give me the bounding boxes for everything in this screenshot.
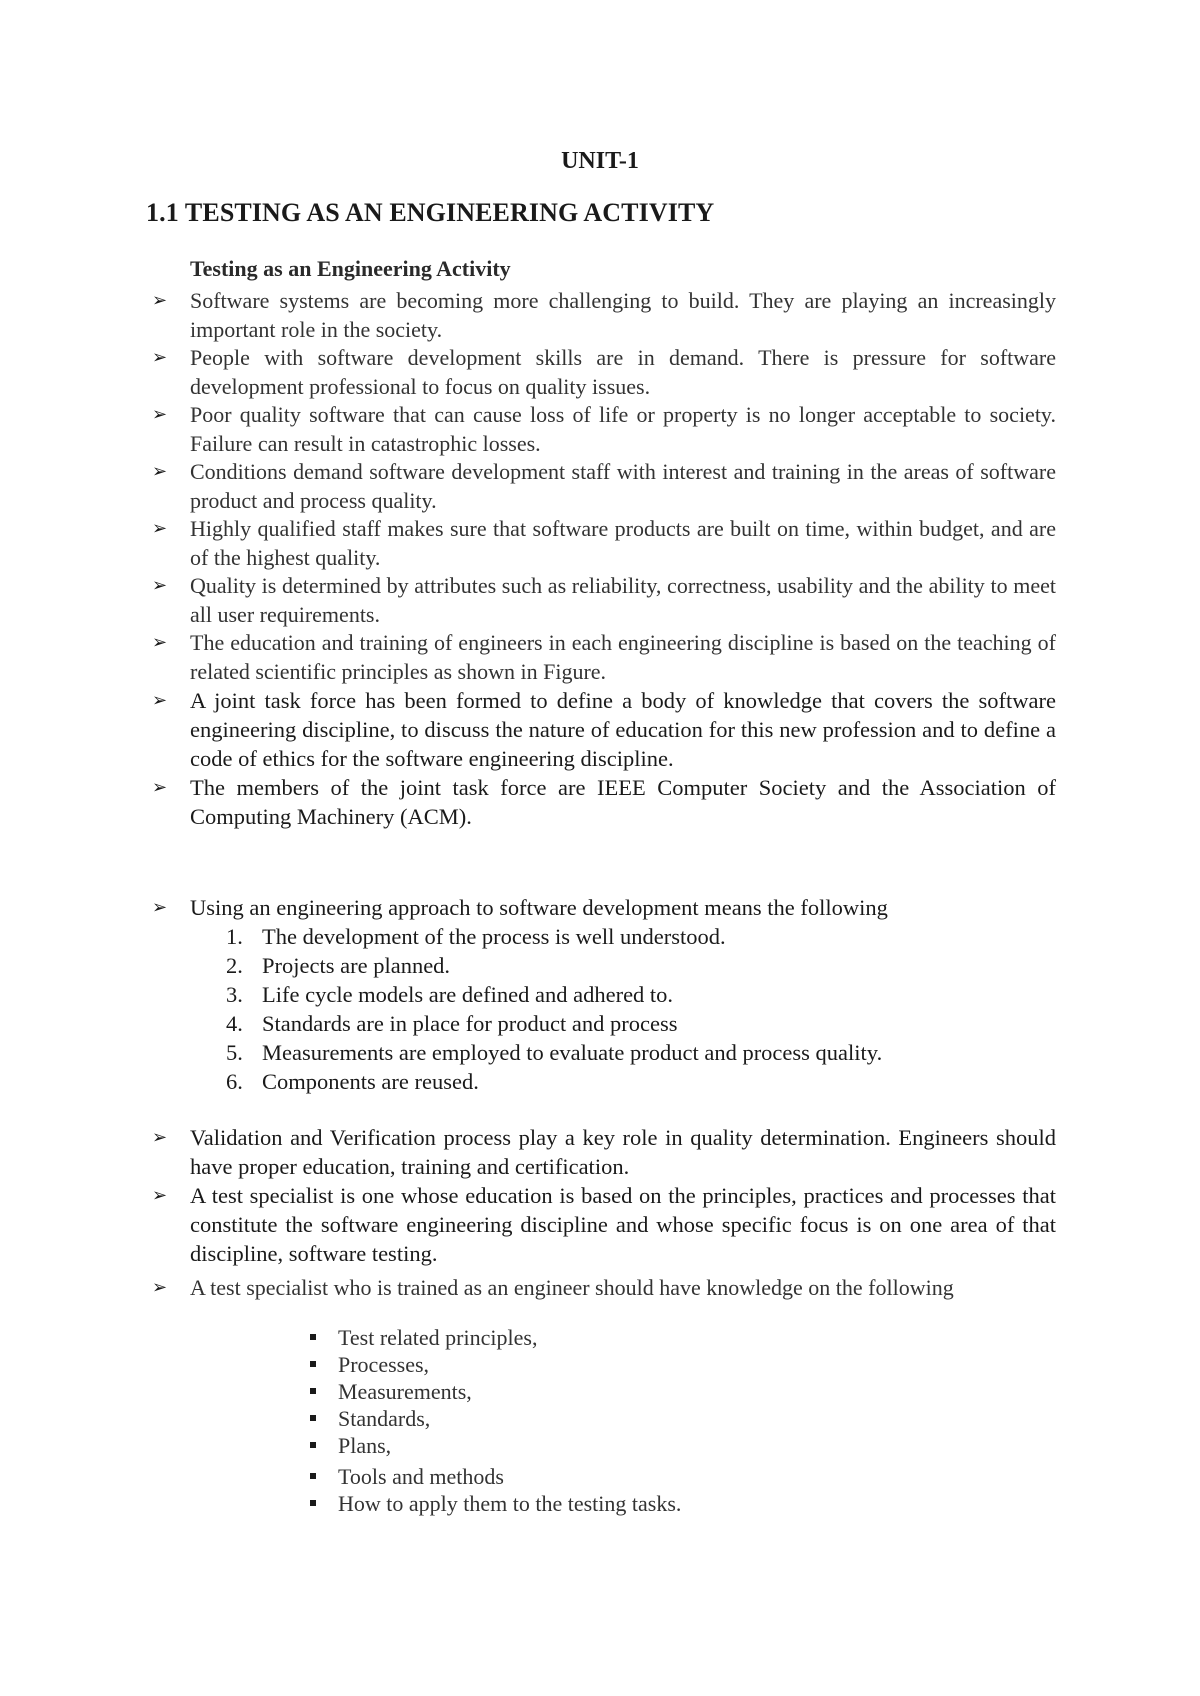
item-text: Measurements are employed to evaluate product and process quality.	[262, 1040, 883, 1065]
numbered-item	[226, 1067, 882, 1096]
list-item	[146, 515, 1056, 572]
knowledge-item-text: Standards,	[338, 1406, 431, 1431]
knowledge-item	[310, 1351, 681, 1378]
sub-heading: Testing as an Engineering Activity	[190, 256, 511, 281]
bullet-list-approach	[146, 893, 1056, 922]
list-item	[146, 893, 1056, 922]
list-item-text: Conditions demand software development staff with interest and training in the areas of software product and process quality.	[190, 459, 1056, 513]
knowledge-list	[310, 1324, 681, 1517]
arrowhead-bullet-icon: ➢	[152, 461, 168, 482]
numbered-list	[226, 922, 882, 1096]
list-item-text: Software systems are becoming more challenging to build. They are playing an increasingly important role in the society.	[190, 288, 1056, 342]
knowledge-item-text: Plans,	[338, 1433, 392, 1458]
item-number: 2.	[226, 953, 243, 978]
arrowhead-bullet-icon: ➢	[152, 575, 168, 596]
knowledge-item-text: Test related principles,	[338, 1325, 538, 1350]
arrowhead-bullet-icon: ➢	[152, 1127, 168, 1148]
list-item-text: Validation and Verification process play a key role in quality determination. Engineers should have proper education, training and certification.	[190, 1125, 1056, 1179]
square-bullet-icon	[310, 1442, 316, 1448]
knowledge-item	[310, 1378, 681, 1405]
list-item-text: Using an engineering approach to software development means the following	[190, 895, 888, 920]
arrowhead-bullet-icon: ➢	[152, 1185, 168, 1206]
knowledge-item-text: Tools and methods	[338, 1464, 504, 1489]
arrowhead-bullet-icon: ➢	[152, 777, 168, 798]
square-bullet-icon	[310, 1415, 316, 1421]
knowledge-item-text: Measurements,	[338, 1379, 472, 1404]
square-bullet-icon	[310, 1388, 316, 1394]
list-item	[146, 287, 1056, 344]
list-item	[146, 1181, 1056, 1268]
list-item-text: A joint task force has been formed to define a body of knowledge that covers the software engineering discipline, to discuss the nature of education for this new profession and to define a code of ethics for the software engineering discipline.	[190, 688, 1056, 771]
list-item	[146, 1123, 1056, 1181]
item-number: 1.	[226, 924, 243, 949]
list-item	[146, 1274, 1056, 1303]
arrowhead-bullet-icon: ➢	[152, 1277, 168, 1298]
section-title: 1.1 TESTING AS AN ENGINEERING ACTIVITY	[146, 198, 715, 227]
item-number: 3.	[226, 982, 243, 1007]
knowledge-item-text: Processes,	[338, 1352, 430, 1377]
item-text: Standards are in place for product and process	[262, 1011, 678, 1036]
list-item	[146, 458, 1056, 515]
list-item	[146, 572, 1056, 629]
numbered-item	[226, 951, 882, 980]
unit-title: UNIT-1	[561, 148, 639, 174]
list-item-text: Highly qualified staff makes sure that software products are built on time, within budget, and are of the highest quality.	[190, 516, 1056, 570]
item-text: Projects are planned.	[262, 953, 451, 978]
numbered-item	[226, 980, 882, 1009]
square-bullet-icon	[310, 1334, 316, 1340]
list-item-text: People with software development skills are in demand. There is pressure for software development professional to focus on quality issues.	[190, 345, 1056, 399]
list-item-text: Quality is determined by attributes such as reliability, correctness, usability and the ability to meet all user requirements.	[190, 573, 1056, 627]
list-item	[146, 773, 1056, 831]
arrowhead-bullet-icon: ➢	[152, 404, 168, 425]
arrowhead-bullet-icon: ➢	[152, 897, 168, 918]
arrowhead-bullet-icon: ➢	[152, 690, 168, 711]
numbered-item	[226, 922, 882, 951]
list-item	[146, 344, 1056, 401]
square-bullet-icon	[310, 1361, 316, 1367]
list-item-text: The members of the joint task force are IEEE Computer Society and the Association of Computing Machinery (ACM).	[190, 775, 1056, 829]
numbered-item	[226, 1038, 882, 1067]
arrowhead-bullet-icon: ➢	[152, 518, 168, 539]
knowledge-item-text: How to apply them to the testing tasks.	[338, 1491, 682, 1516]
square-bullet-icon	[310, 1500, 316, 1506]
list-item-text: A test specialist is one whose education is based on the principles, practices and processes that constitute the software engineering discipline and whose specific focus is on one area of that discipline, software testing.	[190, 1183, 1056, 1266]
arrowhead-bullet-icon: ➢	[152, 632, 168, 653]
knowledge-item	[310, 1490, 681, 1517]
item-number: 5.	[226, 1040, 243, 1065]
knowledge-item	[310, 1463, 681, 1490]
item-text: Life cycle models are defined and adhered to.	[262, 982, 674, 1007]
list-item	[146, 629, 1056, 686]
arrowhead-bullet-icon: ➢	[152, 290, 168, 311]
bullet-list-specialist	[146, 1123, 1056, 1303]
item-number: 4.	[226, 1011, 243, 1036]
list-item-text: A test specialist who is trained as an engineer should have knowledge on the following	[190, 1275, 954, 1300]
list-item-text: Poor quality software that can cause loss of life or property is no longer acceptable to society. Failure can result in catastrophic losses.	[190, 402, 1056, 456]
knowledge-item	[310, 1432, 681, 1459]
arrowhead-bullet-icon: ➢	[152, 347, 168, 368]
square-bullet-icon	[310, 1473, 316, 1479]
item-text: Components are reused.	[262, 1069, 479, 1094]
bullet-list-main	[146, 287, 1056, 831]
list-item-text: The education and training of engineers in each engineering discipline is based on the teaching of related scientific principles as shown in Figure.	[190, 630, 1056, 684]
numbered-item	[226, 1009, 882, 1038]
list-item	[146, 686, 1056, 773]
list-item	[146, 401, 1056, 458]
item-number: 6.	[226, 1069, 243, 1094]
item-text: The development of the process is well understood.	[262, 924, 726, 949]
knowledge-item	[310, 1324, 681, 1351]
knowledge-item	[310, 1405, 681, 1432]
